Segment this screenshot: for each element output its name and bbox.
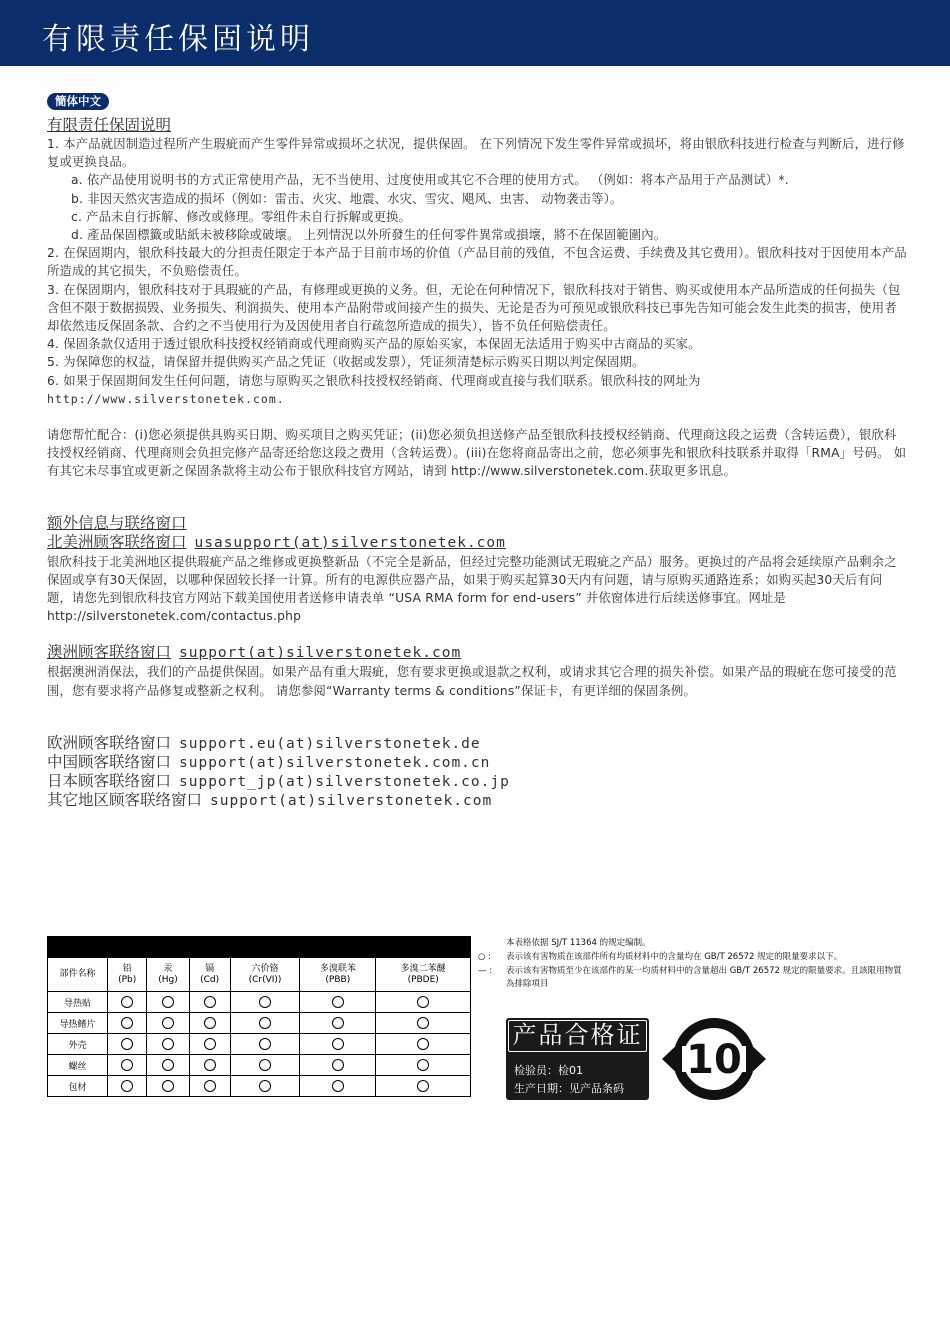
au-contact-label: 澳洲顾客联络窗口 [47, 643, 172, 662]
na-contact-label: 北美洲顾客联络窗口 [47, 532, 187, 551]
na-contact-text: 银欣科技于北美洲地区提供瑕疵产品之维修或更换整新品（不完全是新品，但经过完整功能测试无瑕疵之产品）服务。更换过的产品将会延续原产品剩余之保固或享有30天保固，以哪种保固较长择一计算。所有的电源供应器产品，如果于购买起算30天内有问题，请与原购买通路连系；如购买起30天后有问题，请您先到银欣科技官方网站下载美国使用者送修申请表单 “USA RMA form for end-users” 并依窗体进行后续送修事宜。网址是 http://silverstonetek.com/contactus.php [47, 554, 897, 624]
circle-mark [259, 1017, 271, 1029]
contact-line-cn [47, 753, 907, 772]
au-contact-text: 根据澳洲消保法，我们的产品提供保固。如果产品有重大瑕疵，您有要求更换或退款之权利，或请求其它合理的损失补偿。如果产品的瑕疵在您可接受的范围，您有要求将产品修复或整新之权利。 请您参阅“Warranty terms & conditions”保证卡，有更详细的保固条例。 [47, 665, 897, 698]
note-circle: ○ : 表示该有害物质在该部件所有均质材料中的含量均在 GB/T 26572 规定的限量要求以下。 [478, 951, 908, 965]
row-label: 导热鳍片 [48, 1013, 108, 1034]
circle-mark [121, 1017, 133, 1029]
na-contact-heading [47, 533, 907, 553]
warranty-item-6: 6. 如果于保固期间发生任何问题，请您与原购买之银欣科技授权经销商、代理商或直接与我们联系。银欣科技的网址为 [47, 373, 701, 388]
contact-label: 中国顾客联络窗口 [47, 752, 172, 771]
circle-mark [332, 1038, 344, 1050]
circle-mark [162, 1059, 174, 1071]
circle-mark [162, 1017, 174, 1029]
contact-section-title: 额外信息与联络窗口 [47, 513, 187, 532]
warranty-item-1: 1. 本产品就因制造过程所产生瑕疵而产生零件异常或损坏之状况，提供保固。 在下列情况下发生零件异常或损坏，将由银欣科技进行检查与判断后，进行修复或更换良品。 [47, 137, 905, 170]
circle-mark [121, 1059, 133, 1071]
column-header: 汞 (Hg) [147, 958, 189, 992]
contact-label: 其它地区顾客联络窗口 [47, 790, 203, 809]
circle-mark [417, 1059, 429, 1071]
warranty-item-1a: a. 依产品使用说明书的方式正常使用产品，无不当使用、过度使用或其它不合理的使用方式。 （例如：将本产品用于产品测试）*. [71, 173, 789, 188]
certificate-title: 产品合格证 [508, 1020, 647, 1052]
column-header: 铅 (Pb) [108, 958, 147, 992]
contact-line-other [47, 791, 907, 810]
warranty-item-5: 5. 为保障您的权益，请保留并提供购买产品之凭证（收据或发票），凭证须清楚标示购买日期以判定保固期。 [47, 355, 645, 370]
warranty-item-1c: c. 产品未自行拆解、修改或修理。零组件未自行拆解或更换。 [71, 209, 412, 224]
contact-label: 日本顾客联络窗口 [47, 771, 172, 790]
row-label: 外壳 [48, 1034, 108, 1055]
table-row [48, 992, 471, 1013]
circle-mark [204, 1059, 216, 1071]
circle-mark [332, 1059, 344, 1071]
circle-mark [121, 1080, 133, 1092]
column-header: 镉 (Cd) [189, 958, 230, 992]
contact-line-eu [47, 734, 907, 753]
circle-mark [332, 1080, 344, 1092]
contact-email[interactable]: support_jp(at)silverstonetek.co.jp [179, 773, 510, 790]
circle-mark [332, 996, 344, 1008]
circle-mark [204, 1017, 216, 1029]
cooperation-paragraph: 请您帮忙配合：(i)您必须提供具购买日期、购买项目之购买凭证；(ii)您必须负担送修产品至银欣科技授权经销商、代理商这段之运费（含转运费），银欣科技授权经销商、代理商则会负担完修产品寄还给您这段之费用（含转运费）。(iii)在您将商品寄出之前，您必须事先和银欣科技联系并取得「RMA」号码。 如有其它未尽事宜或更新之保固条款将主动公布于银欣科技官方网站，请到 http://www.silverstonetek.com.获取更多讯息。 [47, 428, 907, 479]
na-contact-email[interactable]: usasupport(at)silverstonetek.com [194, 534, 506, 551]
circle-mark [332, 1017, 344, 1029]
certificate-date: 生产日期：见产品条码 [514, 1082, 624, 1095]
warranty-item-2: 2. 在保固期内，银欣科技最大的分担责任限定于本产品于目前市场的价值（产品目前的残值，不包含运费、手续费及其它费用）。银欣科技对于因使用本产品所造成的其它损失，不负赔偿责任。 [47, 246, 907, 279]
table-row [48, 1034, 471, 1055]
warranty-item-1d: d. 產品保固標籤或貼紙未被移除或破壞。 上列情況以外所發生的任何零件異常或損壞，將不在保固範圍內。 [71, 228, 667, 243]
table-notes [478, 937, 908, 992]
circle-mark [204, 996, 216, 1008]
page-title: 有限责任保固说明 [42, 22, 314, 57]
table-header-row [48, 958, 471, 992]
circle-mark [204, 1038, 216, 1050]
au-contact-heading [47, 643, 907, 663]
circle-mark [121, 996, 133, 1008]
circle-mark [162, 1038, 174, 1050]
circle-mark [259, 996, 271, 1008]
circle-mark [259, 1038, 271, 1050]
table-row [48, 1055, 471, 1076]
epup-10-icon [660, 1012, 768, 1107]
note-intro: 本表格依据 SJ/T 11364 的规定编制。 [506, 938, 651, 948]
other-contacts [47, 734, 907, 810]
contact-email[interactable]: support(at)silverstonetek.com.cn [179, 754, 491, 771]
epup-label: 10 [686, 1037, 742, 1083]
au-contact-email[interactable]: support(at)silverstonetek.com [179, 645, 462, 662]
circle-mark [259, 1080, 271, 1092]
circle-mark [417, 1080, 429, 1092]
certificate-inspector: 检验员：检01 [514, 1064, 583, 1077]
circle-mark [162, 1080, 174, 1092]
warranty-item-3: 3. 在保固期内，银欣科技对于具瑕疵的产品，有修理或更换的义务。但，无论在何种情况下，银欣科技对于销售、购买或使用本产品所造成的任何损失（包含但不限于数据损毁、业务损失、利润损失、使用本产品附带或间接产生的损失、无论是否为可预见或银欣科技已事先告知可能会发生此类的损害，使用者却依然违反保固条款、合约之不当使用行为及因使用者自行疏忽所造成的损失），皆不负任何赔偿责任。 [47, 282, 901, 334]
header-bar [0, 0, 950, 66]
dash-symbol: — : [478, 965, 493, 976]
note-cross: — : 表示该有害物质至少在该部件的某一均质材料中的含量超出 GB/T 26572 规定的限量要求。且該限用物質為排除項目 [478, 965, 908, 993]
product-certificate [506, 1018, 649, 1100]
contact-label: 欧洲顾客联络窗口 [47, 733, 172, 752]
warranty-item-1b: b. 非因天然灾害造成的损坏（例如：雷击、火灾、地震、水灾、雪灾、飓风、虫害、 动物袭击等）。 [71, 191, 623, 206]
table-row [48, 1076, 471, 1097]
circle-mark [417, 996, 429, 1008]
row-label: 包材 [48, 1076, 108, 1097]
column-header: 多溴联苯 (PBB) [300, 958, 376, 992]
hazardous-substance-table [47, 936, 471, 1097]
column-header: 多溴二苯醚 (PBDE) [376, 958, 471, 992]
circle-mark [417, 1017, 429, 1029]
row-label: 螺丝 [48, 1055, 108, 1076]
circle-mark [204, 1080, 216, 1092]
warranty-item-4: 4. 保固条款仅适用于透过银欣科技授权经销商或代理商购买产品的原始买家，本保固无法适用于购买中古商品的买家。 [47, 337, 701, 352]
main-content [47, 115, 907, 810]
circle-mark [417, 1038, 429, 1050]
circle-mark [121, 1038, 133, 1050]
column-header-part: 部件名称 [48, 958, 108, 992]
column-header: 六价铬 (Cr(VI)) [230, 958, 300, 992]
contact-email[interactable]: support(at)silverstonetek.com [210, 792, 493, 809]
table-row [48, 1013, 471, 1034]
warranty-title: 有限责任保固说明 [47, 116, 172, 134]
circle-mark [162, 996, 174, 1008]
website-link[interactable]: http://www.silverstonetek.com. [47, 391, 285, 406]
circle-symbol: ○ : [478, 951, 491, 962]
language-badge: 簡体中文 [47, 93, 109, 110]
contact-email[interactable]: support.eu(at)silverstonetek.de [179, 735, 481, 752]
circle-mark [259, 1059, 271, 1071]
row-label: 导热贴 [48, 992, 108, 1013]
contact-line-jp [47, 772, 907, 791]
table-title: 有毒有害物质/元素及其化学含量表 [48, 937, 471, 958]
